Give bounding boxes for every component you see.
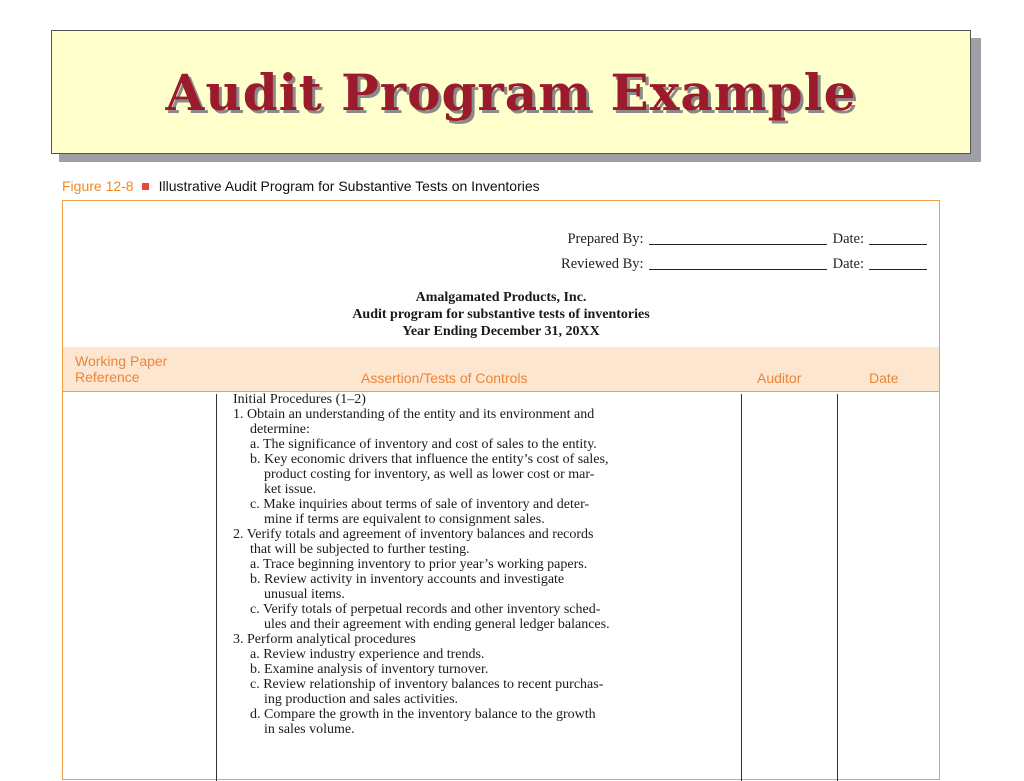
reviewed-by-label: Reviewed By: [561, 256, 644, 272]
procedure-line: ket issue. [264, 482, 317, 497]
procedure-line: c. Review relationship of inventory balances to recent purchas- [250, 677, 604, 692]
procedure-line: a. Trace beginning inventory to prior year’s working papers. [250, 557, 588, 572]
figure-caption-text: Illustrative Audit Program for Substantive Tests on Inventories [158, 178, 540, 194]
company-heading [63, 289, 939, 340]
procedure-line: 1. Obtain an understanding of the entity and its environment and [233, 407, 595, 422]
header-auditor: Auditor [757, 370, 802, 386]
square-bullet-icon [142, 183, 149, 190]
reviewed-by-row [561, 256, 927, 273]
company-name: Amalgamated Products, Inc. [415, 290, 587, 305]
procedure-line: b. Review activity in inventory accounts and investigate [250, 572, 565, 587]
procedure-line: mine if terms are equivalent to consignment sales. [264, 512, 545, 527]
procedure-line: d. Compare the growth in the inventory balance to the growth [250, 707, 596, 722]
column-divider-reference [216, 394, 217, 781]
procedure-line: product costing for inventory, as well as lower cost or mar- [264, 467, 595, 482]
procedure-line: c. Make inquiries about terms of sale of inventory and deter- [250, 497, 590, 512]
procedure-line: b. Examine analysis of inventory turnover. [250, 662, 489, 677]
procedure-line: a. Review industry experience and trends. [250, 647, 485, 662]
title-banner [51, 30, 971, 154]
procedure-line: unusual items. [264, 587, 345, 602]
prepared-by-blank [649, 244, 827, 245]
header-assertion: Assertion/Tests of Controls [361, 370, 528, 386]
procedure-line: determine: [250, 422, 310, 437]
reviewed-date-label: Date: [832, 256, 864, 272]
header-working-paper-line1: Working Paper [75, 353, 168, 369]
procedure-line: 3. Perform analytical procedures [233, 632, 416, 647]
slide-title: Audit Program Example [165, 62, 857, 122]
program-title: Audit program for substantive tests of inventories [352, 307, 650, 322]
procedure-line: in sales volume. [264, 722, 355, 737]
audit-program-figure [62, 200, 940, 780]
procedure-line: ing production and sales activities. [264, 692, 459, 707]
column-divider-auditor [837, 394, 838, 781]
procedures-list [233, 392, 743, 737]
procedure-line: that will be subjected to further testing. [250, 542, 470, 557]
reviewed-by-blank [649, 269, 827, 270]
header-working-paper [75, 353, 167, 385]
program-period: Year Ending December 31, 20XX [402, 324, 600, 339]
prepared-date-label: Date: [832, 231, 864, 247]
prepared-by-row [567, 231, 927, 248]
procedure-line: c. Verify totals of perpetual records and other inventory sched- [250, 602, 601, 617]
header-date: Date [869, 370, 899, 386]
procedure-line: 2. Verify totals and agreement of inventory balances and records [233, 527, 594, 542]
header-working-paper-line2: Reference [75, 369, 140, 385]
table-header [63, 347, 939, 392]
procedure-line: a. The significance of inventory and cost of sales to the entity. [250, 437, 597, 452]
procedure-line: Initial Procedures (1–2) [233, 392, 366, 407]
figure-number: Figure 12-8 [62, 178, 134, 194]
procedure-line: b. Key economic drivers that influence the entity’s cost of sales, [250, 452, 609, 467]
prepared-date-blank [869, 244, 927, 245]
reviewed-date-blank [869, 269, 927, 270]
procedure-line: ules and their agreement with ending general ledger balances. [264, 617, 610, 632]
figure-caption [62, 178, 540, 194]
prepared-by-label: Prepared By: [567, 231, 644, 247]
